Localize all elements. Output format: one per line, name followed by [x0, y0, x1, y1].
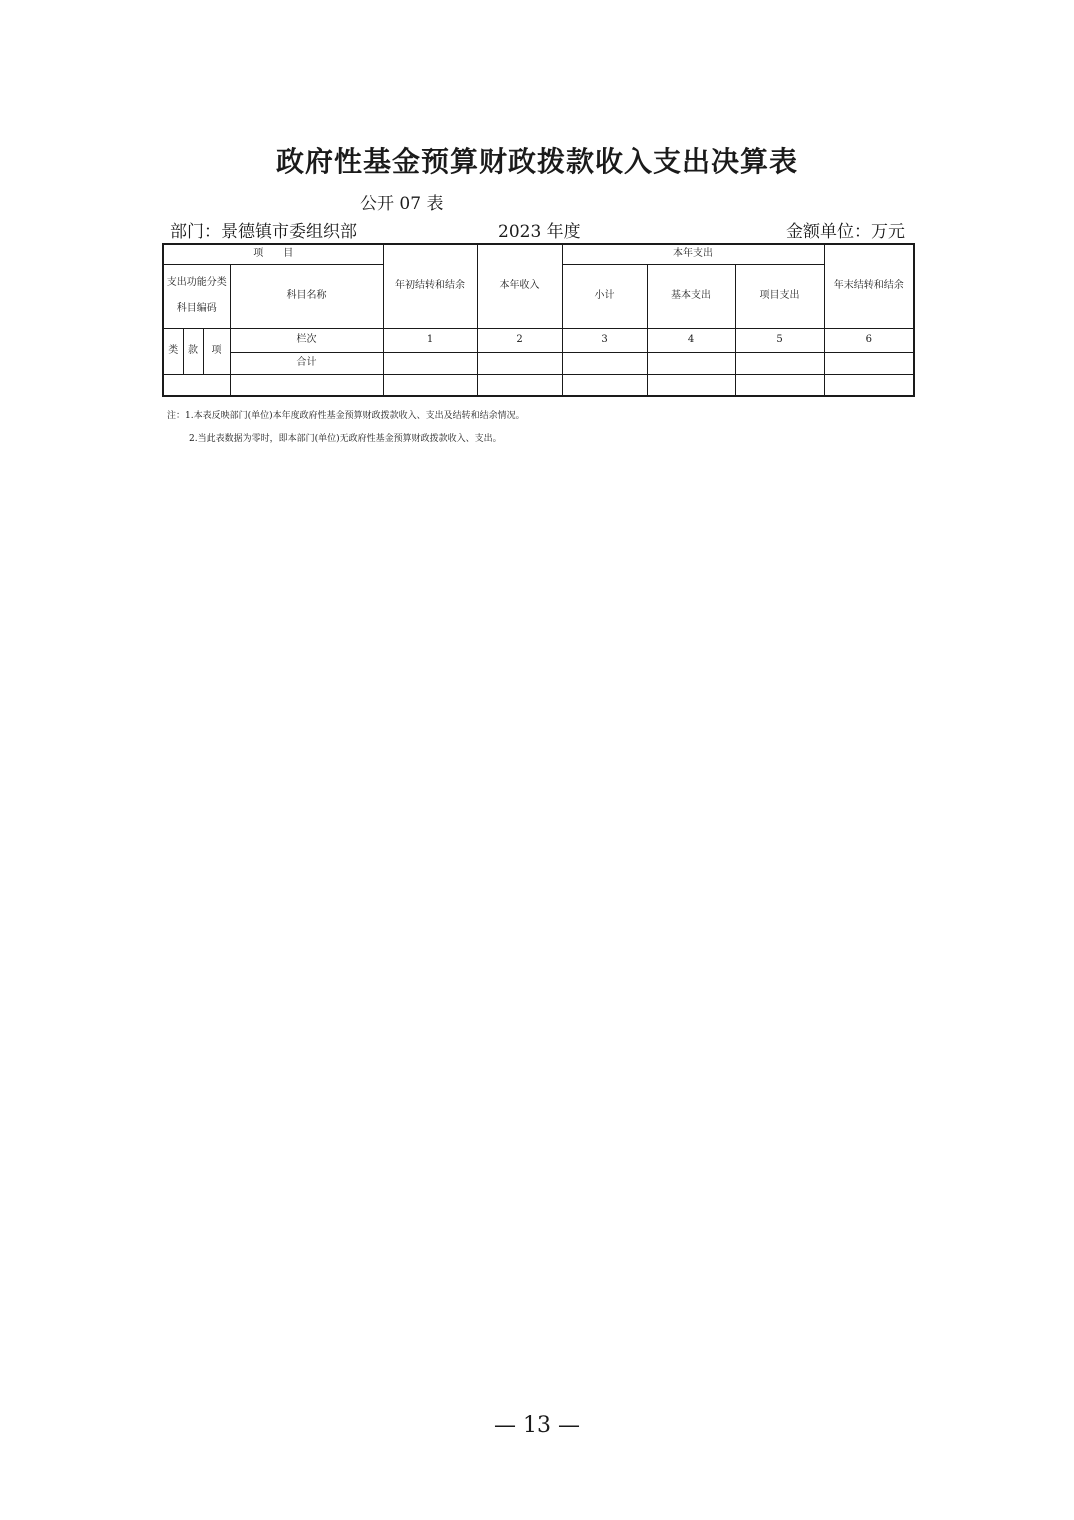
total-cell: [383, 352, 477, 374]
empty-row: [163, 374, 914, 396]
column-index-5: 5: [735, 328, 824, 352]
header-income: 本年收入: [477, 244, 562, 328]
note-1: 注：1.本表反映部门(单位)本年度政府性基金预算财政拨款收入、支出及结转和结余情况。: [167, 411, 525, 421]
header-section: 款: [183, 328, 203, 374]
header-opening-balance: 年初结转和结余: [383, 244, 477, 328]
empty-cell: [735, 374, 824, 396]
page-number: — 13 —: [494, 1413, 580, 1438]
total-cell: [562, 352, 647, 374]
notes: [167, 405, 525, 451]
column-index-1: 1: [383, 328, 477, 352]
column-index-3: 3: [562, 328, 647, 352]
header-expenditure-group: 本年支出: [562, 244, 824, 264]
header-project: 项目支出: [735, 264, 824, 328]
empty-cell: [163, 374, 230, 396]
header-item-level: 项: [203, 328, 230, 374]
column-index-2: 2: [477, 328, 562, 352]
empty-cell: [230, 374, 383, 396]
header-class: 类: [163, 328, 183, 374]
empty-cell: [647, 374, 735, 396]
header-column-no: 栏次: [230, 328, 383, 352]
page-title: 政府性基金预算财政拨款收入支出决算表: [275, 145, 798, 178]
header-basic: 基本支出: [647, 264, 735, 328]
header-code-label: 支出功能分类科目编码: [163, 264, 230, 328]
empty-cell: [562, 374, 647, 396]
column-index-6: 6: [824, 328, 914, 352]
header-closing-balance: 年末结转和结余: [824, 244, 914, 328]
empty-cell: [477, 374, 562, 396]
header-subtotal: 小计: [562, 264, 647, 328]
total-cell: [477, 352, 562, 374]
total-row: [163, 352, 914, 374]
column-index-4: 4: [647, 328, 735, 352]
empty-cell: [824, 374, 914, 396]
empty-cell: [383, 374, 477, 396]
total-cell: [735, 352, 824, 374]
department-label: 部门：景德镇市委组织部: [170, 222, 357, 242]
header-name-label: 科目名称: [230, 264, 383, 328]
fiscal-year: 2023 年度: [498, 222, 581, 242]
note-2: 2.当此表数据为零时，即本部门(单位)无政府性基金预算财政拨款收入、支出。: [189, 434, 502, 444]
total-cell: [824, 352, 914, 374]
total-label: 合计: [230, 352, 383, 374]
header-item: 项 目: [163, 244, 383, 264]
form-code: 公开 07 表: [360, 194, 444, 214]
report-table: [162, 243, 915, 397]
total-cell: [647, 352, 735, 374]
report-meta: [170, 217, 905, 241]
amount-unit: 金额单位：万元: [786, 222, 905, 242]
